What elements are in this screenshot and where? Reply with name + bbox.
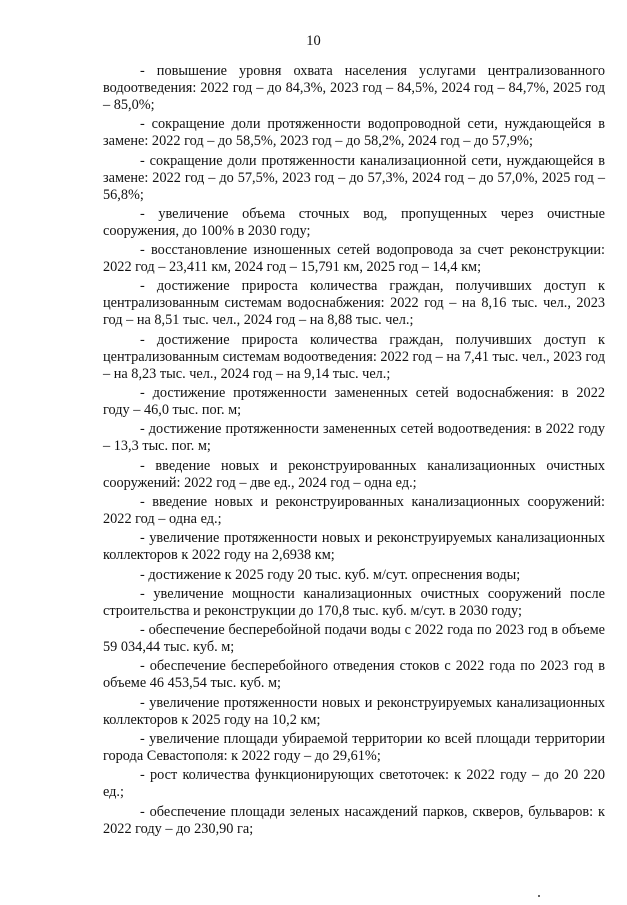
list-item: - увеличение протяженности новых и реконструируемых канализационных коллекторов к 2022 году на 2,6938 км; <box>103 530 605 564</box>
list-item: - увеличение мощности канализационных очистных сооружений после строительства и реконструкции до 170,8 тыс. куб. м/сут. в 2030 году; <box>103 585 605 619</box>
list-item: - достижение протяженности замененных сетей водоотведения: в 2022 году – 13,3 тыс. пог. м; <box>103 421 605 455</box>
list-item: - восстановление изношенных сетей водопровода за счет реконструкции: 2022 год – 23,411 км, 2024 год – 15,791 км, 2025 год – 14,4 км; <box>103 242 605 276</box>
list-item: - достижение прироста количества граждан, получивших доступ к централизованным системам водоснабжения: 2022 год – на 8,16 тыс. чел., 2023 год – на 8,51 тыс. чел., 2024 год – на 8,88 тыс. чел.; <box>103 278 605 329</box>
document-body <box>103 63 605 840</box>
list-item: - увеличение протяженности новых и реконструируемых канализационных коллекторов к 2025 году на 10,2 км; <box>103 694 605 728</box>
list-item: - сокращение доли протяженности водопроводной сети, нуждающейся в замене: 2022 год – до 58,5%, 2023 год – до 58,2%, 2024 год – до 57,9%; <box>103 116 605 150</box>
list-item: - сокращение доли протяженности канализационной сети, нуждающейся в замене: 2022 год – до 57,5%, 2023 год – до 57,3%, 2024 год – до 57,0%, 2025 год – 56,8%; <box>103 152 605 203</box>
list-item: - достижение к 2025 году 20 тыс. куб. м/сут. опреснения воды; <box>140 566 521 583</box>
list-item: - увеличение площади убираемой территории ко всей площади территории города Севастополя: к 2022 году – до 29,61%; <box>103 731 605 765</box>
list-item: - обеспечение площади зеленых насаждений парков, скверов, бульваров: к 2022 году – до 230,90 га; <box>103 803 605 837</box>
list-item: - обеспечение бесперебойной подачи воды с 2022 года по 2023 год в объеме 59 034,44 тыс. куб. м; <box>103 622 605 656</box>
list-item: - повышение уровня охвата населения услугами централизованного водоотведения: 2022 год – до 84,3%, 2023 год – 84,5%, 2024 год – 84,7%, 2025 год – 85,0%; <box>103 63 605 113</box>
list-item: - введение новых и реконструированных канализационных очистных сооружений: 2022 год – две ед., 2024 год – одна ед.; <box>103 457 605 491</box>
list-item: - обеспечение бесперебойного отведения стоков с 2022 года по 2023 год в объеме 46 453,54 тыс. куб. м; <box>103 658 605 692</box>
page-number: 10 <box>306 33 321 49</box>
list-item: - введение новых и реконструированных канализационных сооружений: 2022 год – одна ед.; <box>103 493 605 527</box>
list-item: - рост количества функционирующих светоточек: к 2022 году – до 20 220 ед.; <box>103 767 605 801</box>
list-item: - достижение протяженности замененных сетей водоснабжения: в 2022 году – 46,0 тыс. пог. м; <box>103 385 605 419</box>
list-item: - увеличение объема сточных вод, пропущенных через очистные сооружения, до 100% в 2030 году; <box>103 205 605 239</box>
scan-speck <box>538 895 540 897</box>
list-item: - достижение прироста количества граждан, получивших доступ к централизованным системам водоотведения: 2022 год – на 7,41 тыс. чел., 2023 год – на 8,23 тыс. чел., 2024 год – на 9,14 тыс. чел.; <box>103 331 605 382</box>
